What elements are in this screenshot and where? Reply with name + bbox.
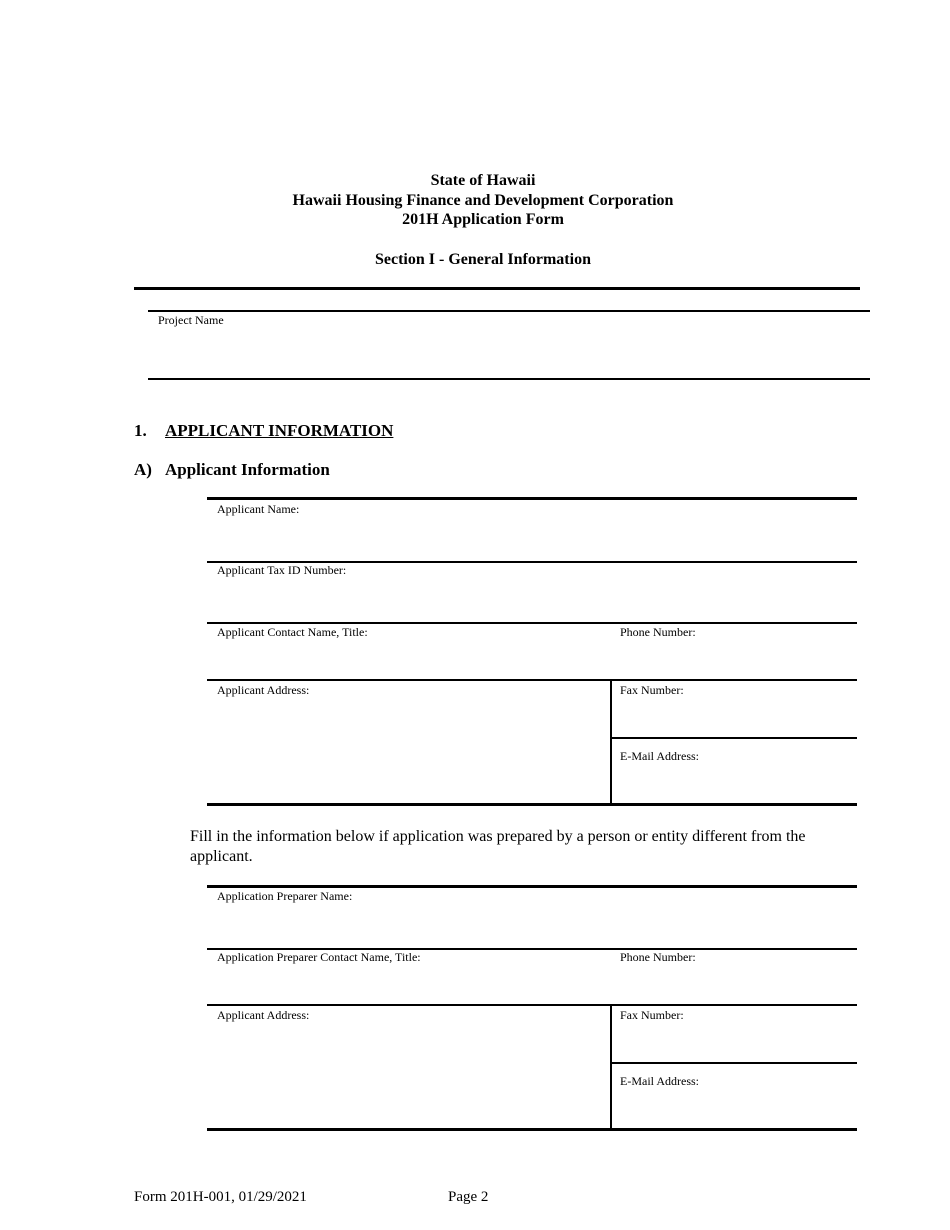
section-number: 1. <box>134 421 147 440</box>
applicant-email-field[interactable] <box>612 739 857 804</box>
subsection-title: Applicant Information <box>165 460 330 479</box>
preparer-email-label: E-Mail Address: <box>620 1074 699 1088</box>
preparer-name-label: Application Preparer Name: <box>217 889 353 903</box>
preparer-phone-label: Phone Number: <box>620 950 696 964</box>
preparer-name-field[interactable] <box>207 888 857 948</box>
applicant-name-field[interactable] <box>207 500 857 561</box>
project-name-label: Project Name <box>158 313 224 327</box>
project-name-bottom-rule <box>148 378 870 380</box>
applicant-fax-label: Fax Number: <box>620 683 684 697</box>
preparer-email-field[interactable] <box>612 1064 857 1129</box>
header-form-title: 201H Application Form <box>402 211 564 228</box>
applicant-email-label: E-Mail Address: <box>620 749 699 763</box>
applicant-contact-label: Applicant Contact Name, Title: <box>217 625 368 639</box>
preparer-fax-field[interactable] <box>612 1006 857 1062</box>
preparer-address-label: Applicant Address: <box>217 1008 310 1022</box>
project-name-field[interactable] <box>148 312 870 378</box>
preparer-address-field[interactable] <box>207 1006 610 1129</box>
preparer-bottom-rule <box>207 1128 857 1131</box>
applicant-phone-field[interactable] <box>612 624 857 679</box>
section-title: APPLICANT INFORMATION <box>165 421 394 440</box>
preparer-contact-label: Application Preparer Contact Name, Title: <box>217 950 421 964</box>
preparer-contact-field[interactable] <box>207 950 610 1004</box>
footer-form-id: Form 201H-001, 01/29/2021 <box>134 1189 307 1205</box>
applicant-fax-field[interactable] <box>612 681 857 737</box>
preparer-phone-field[interactable] <box>612 950 857 1004</box>
applicant-bottom-rule <box>207 803 857 806</box>
header-section-title: Section I - General Information <box>375 251 591 268</box>
subsection-letter: A) <box>134 460 152 479</box>
applicant-address-label: Applicant Address: <box>217 683 310 697</box>
footer-page-number: Page 2 <box>448 1189 489 1205</box>
applicant-name-label: Applicant Name: <box>217 502 300 516</box>
header-divider <box>134 287 860 290</box>
applicant-tax-id-label: Applicant Tax ID Number: <box>217 563 347 577</box>
applicant-address-field[interactable] <box>207 681 610 804</box>
header-agency: Hawaii Housing Finance and Development Corporation <box>292 192 674 209</box>
preparer-instruction: Fill in the information below if application was prepared by a person or entity different from the applicant. <box>190 828 806 865</box>
preparer-fax-label: Fax Number: <box>620 1008 684 1022</box>
applicant-tax-id-field[interactable] <box>207 563 857 622</box>
header-state: State of Hawaii <box>430 172 536 189</box>
applicant-contact-field[interactable] <box>207 624 610 679</box>
applicant-phone-label: Phone Number: <box>620 625 696 639</box>
